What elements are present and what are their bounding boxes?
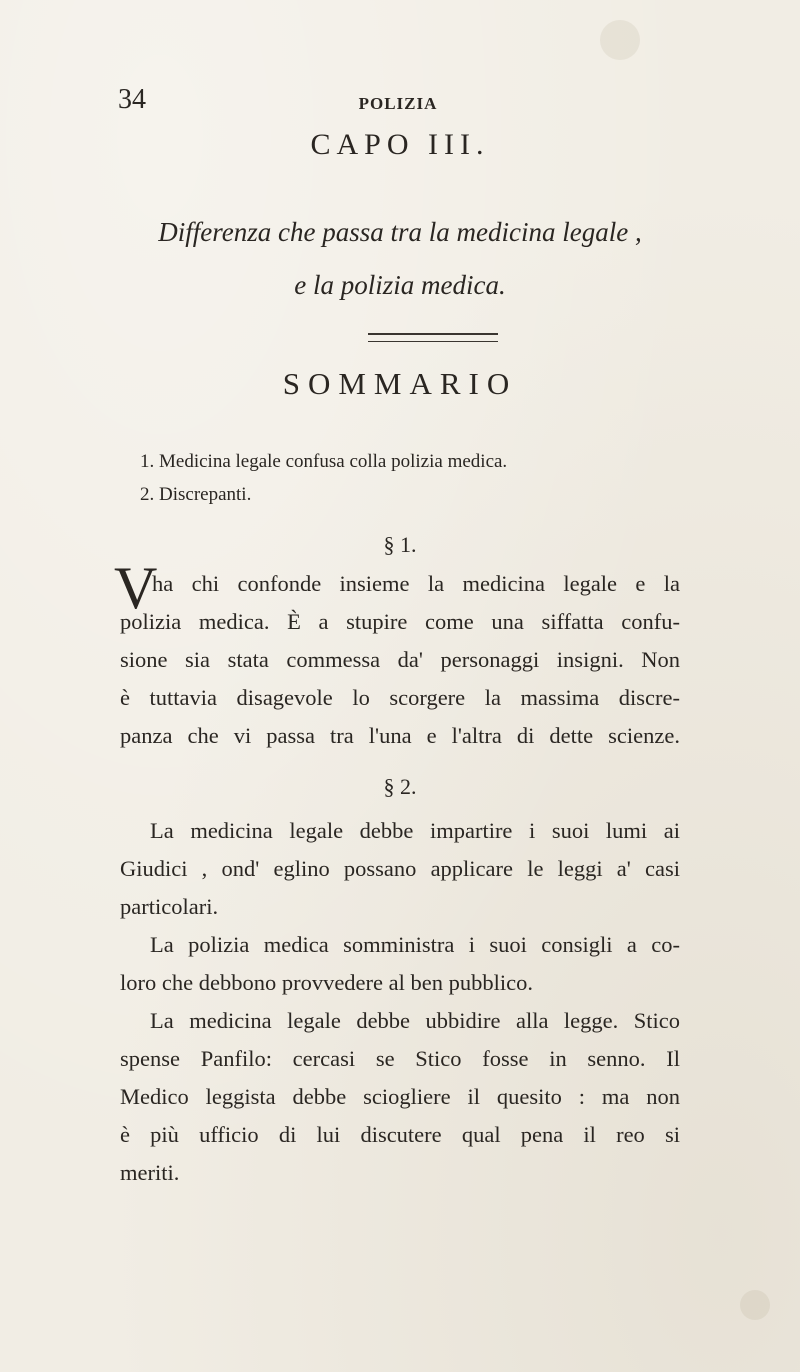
text-line: spense Panfilo: cercasi se Stico fosse in senno. Il	[120, 1046, 680, 1071]
text-line: Giudici , ond' eglino possano applicare le leggi a' casi	[120, 856, 680, 881]
text-line: ha chi confonde insieme la medicina legale e la	[152, 571, 680, 596]
text-line: La medicina legale debbe ubbidire alla legge. Stico	[150, 1008, 680, 1033]
text-line: La polizia medica somministra i suoi consigli a co-	[150, 932, 680, 957]
section-mark-2: § 2.	[383, 774, 417, 799]
sommario-item: 1. Medicina legale confusa colla polizia medica.	[140, 451, 508, 472]
subtitle-line: e la polizia medica.	[294, 270, 506, 300]
sommario-item: 2. Discrepanti.	[140, 484, 252, 505]
section-mark-1: § 1.	[383, 532, 417, 557]
decorative-rule	[368, 333, 498, 342]
page-header	[118, 84, 678, 128]
chapter-title: CAPO III.	[310, 128, 490, 161]
paper-stain	[740, 1290, 770, 1320]
paper-stain	[600, 20, 640, 60]
section-1-text	[120, 565, 680, 755]
text-line: panza che vi passa tra l'una e l'altra di dette scienze.	[120, 723, 680, 748]
subtitle-line: Differenza che passa tra la medicina legale ,	[158, 217, 642, 247]
sommario-title: SOMMARIO	[282, 366, 518, 401]
text-line: meriti.	[120, 1160, 180, 1185]
text-line: La medicina legale debbe impartire i suoi lumi ai	[150, 818, 680, 843]
drop-cap: V	[114, 555, 158, 621]
sommario-list	[140, 445, 700, 511]
text-line: polizia medica. È a stupire come una siffatta confu-	[120, 609, 680, 634]
text-line: Medico leggista debbe sciogliere il quesito : ma non	[120, 1084, 680, 1109]
chapter-subtitle	[110, 206, 690, 312]
section-2-text	[120, 812, 680, 1192]
page-number: 34	[118, 84, 146, 115]
running-head: POLIZIA	[358, 94, 438, 113]
text-line: è tuttavia disagevole lo scorgere la massima discre-	[120, 685, 680, 710]
text-line: particolari.	[120, 894, 219, 919]
text-line: sione sia stata commessa da' personaggi insigni. Non	[120, 647, 680, 672]
text-line: loro che debbono provvedere al ben pubblico.	[120, 970, 533, 995]
text-line: è più ufficio di lui discutere qual pena il reo si	[120, 1122, 680, 1147]
